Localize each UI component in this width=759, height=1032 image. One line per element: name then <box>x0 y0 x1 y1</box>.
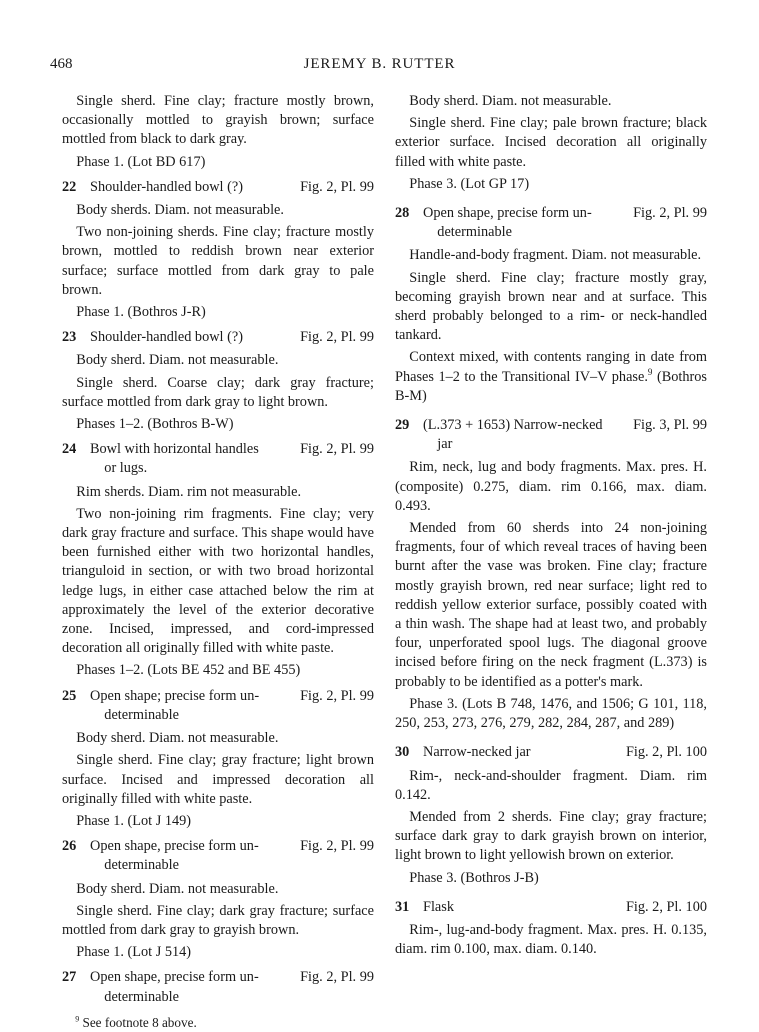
entry-title: Shoulder-handled bowl (?) <box>90 178 243 195</box>
entry-title-line: Open shape; precise form un- <box>90 687 260 704</box>
figure-reference: Fig. 3, Pl. 99 <box>633 417 707 434</box>
entry-description: Single sherd. Fine clay; dark gray fracture; surface mottled from dark gray to grayish brown. <box>62 902 374 938</box>
entry-number: 28 <box>395 205 410 222</box>
entry-title <box>90 440 282 478</box>
entry-number: 27 <box>62 969 77 986</box>
context-text: Context mixed, with contents ranging in date from Phases 1–2 to the Transitional IV–V phase. <box>395 349 707 385</box>
left-column <box>62 92 374 1032</box>
entry-title-line: Open shape, precise form un- <box>423 205 592 222</box>
entry-dimensions: Rim, neck, lug and body fragments. Max. pres. H. (composite) 0.275, diam. rim 0.166, max. diam. 0.493. <box>395 459 707 514</box>
entry-description: Single sherd. Fine clay; fracture mostly brown, occasionally mottled to grayish brown; surface mottled from black to dark gray. <box>62 93 374 148</box>
entry-dimensions: Body sherds. Diam. not measurable. <box>76 202 284 219</box>
entry-title-line: Open shape, precise form un- <box>90 838 259 855</box>
figure-reference: Fig. 2, Pl. 100 <box>625 744 707 761</box>
footnote-mark: 9 <box>75 1014 80 1024</box>
entry-context: Phase 1. (Lot J 514) <box>76 944 192 961</box>
entry-number: 29 <box>395 417 410 434</box>
entry-number: 26 <box>62 838 77 855</box>
context-lot: (Bothros B-M) <box>395 368 707 404</box>
entry-title <box>423 416 615 454</box>
entry-title <box>423 204 615 242</box>
entry-22-heading <box>62 178 374 197</box>
entry-title <box>90 687 282 725</box>
right-column <box>395 92 707 962</box>
entry-context: Phase 3. (Lots B 748, 1476, and 1506; G 101, 118, 250, 253, 273, 276, 279, 282, 284, 287, and 289) <box>395 695 707 732</box>
entry-dimensions: Body sherd. Diam. not measurable. <box>76 880 279 897</box>
entry-31-heading <box>395 898 707 917</box>
entry-title-line: (L.373 + 1653) Narrow-necked <box>423 417 603 434</box>
entry-title-line: determinable <box>104 857 179 874</box>
entry-dimensions: Body sherd. Diam. not measurable. <box>76 730 279 747</box>
entry-context: Phase 3. (Lot GP 17) <box>409 175 530 192</box>
entry-description: Single sherd. Fine clay; fracture mostly gray, becoming grayish brown near and at surface. This sherd probably belonged to a rim- or neck-handled tankard. <box>395 269 707 344</box>
figure-reference: Fig. 2, Pl. 99 <box>300 178 374 195</box>
entry-title-line: Bowl with horizontal handles <box>90 441 259 458</box>
entry-number: 25 <box>62 687 77 704</box>
entry-context: Phase 3. (Bothros J-B) <box>409 869 539 886</box>
figure-reference: Fig. 2, Pl. 99 <box>300 441 374 458</box>
entry-25-heading <box>62 687 374 725</box>
entry-number: 22 <box>62 178 77 195</box>
figure-reference: Fig. 2, Pl. 100 <box>625 898 707 915</box>
entry-title-line: determinable <box>104 706 179 723</box>
running-head: JEREMY B. RUTTER <box>303 56 456 72</box>
entry-dimensions: Body sherd. Diam. not measurable. <box>409 93 612 109</box>
entry-context: Phase 1. (Bothros J-R) <box>76 304 206 321</box>
entry-title-line: Open shape, precise form un- <box>90 969 259 986</box>
entry-dimensions: Handle-and-body fragment. Diam. not measurable. <box>409 247 702 264</box>
entry-23-heading <box>62 328 374 347</box>
footnote <box>62 1013 374 1032</box>
entry-title <box>90 968 282 1006</box>
entry-dimensions: Rim sherds. Diam. rim not measurable. <box>76 483 302 500</box>
entry-description: Mended from 60 sherds into 24 non-joining fragments, four of which reveal traces of having been burnt after the vase was broken. Fine clay; fracture mostly grayish brown, red near surface; light red to reddish yellow exterior surface, possibly coated with a thin wash. The shape had at least two, and probably four, unperforated spool lugs. The diagonal groove incised before firing on the neck fragment (L.373) is probably to be identified as a potter's mark. <box>395 520 707 690</box>
entry-number: 31 <box>395 898 410 915</box>
entry-dimensions: Rim-, lug-and-body fragment. Max. pres. H. 0.135, diam. rim 0.100, max. diam. 0.140. <box>395 921 707 958</box>
figure-reference: Fig. 2, Pl. 99 <box>300 838 374 855</box>
entry-24-heading <box>62 440 374 478</box>
entry-title-line: determinable <box>104 988 179 1005</box>
entry-title-line: determinable <box>437 224 512 241</box>
entry-context: Phase 1. (Lot BD 617) <box>76 153 206 170</box>
entry-context: Phases 1–2. (Lots BE 452 and BE 455) <box>76 662 301 679</box>
entry-number: 24 <box>62 441 77 458</box>
entry-description: Single sherd. Coarse clay; dark gray fracture; surface mottled from dark gray to light brown. <box>62 374 374 410</box>
entry-title <box>90 837 282 875</box>
entry-27-heading <box>62 968 374 1006</box>
entry-description: Single sherd. Fine clay; gray fracture; light brown surface. Incised and impressed decoration all originally filled with white paste. <box>62 752 374 807</box>
page-number: 468 <box>50 56 73 72</box>
entry-description: Single sherd. Fine clay; pale brown fracture; black exterior surface. Incised decoration all originally filled with white paste. <box>395 115 707 170</box>
entry-title-line: or lugs. <box>104 460 148 477</box>
entry-title: Shoulder-handled bowl (?) <box>90 329 243 346</box>
entry-context: Phase 1. (Lot J 149) <box>76 812 192 829</box>
footnote-text: See footnote 8 above. <box>82 1014 197 1030</box>
page-header <box>50 56 709 76</box>
figure-reference: Fig. 2, Pl. 99 <box>300 687 374 704</box>
entry-26-heading <box>62 837 374 875</box>
entry-28-heading <box>395 204 707 242</box>
figure-reference: Fig. 2, Pl. 99 <box>300 329 374 346</box>
entry-description: Two non-joining rim fragments. Fine clay; very dark gray fracture and surface. This shape would have been furnished either with two horizontal handles, trianguloid in section, or with two broad horizontal ledge lugs, in either case attached below the rim at approximately the level of the exterior decorative zone. Incised, impressed, and cord-impressed decoration all originally filled with white paste. <box>62 505 374 657</box>
entry-context <box>395 348 707 406</box>
entry-description: Mended from 2 sherds. Fine clay; gray fracture; surface dark gray to dark grayish brown on interior, light brown to light yellowish brown on exterior. <box>395 808 707 864</box>
entry-context: Phases 1–2. (Bothros B-W) <box>76 416 234 433</box>
entry-description: Two non-joining sherds. Fine clay; fracture mostly brown, mottled to reddish brown near exterior surface; surface mottled from dark gray to pale brown. <box>62 224 374 298</box>
figure-reference: Fig. 2, Pl. 99 <box>300 969 374 986</box>
entry-number: 23 <box>62 329 77 346</box>
entry-30-heading <box>395 743 707 762</box>
entry-number: 30 <box>395 744 410 761</box>
footnote-reference-mark: 9 <box>647 366 653 377</box>
entry-dimensions: Rim-, neck-and-shoulder fragment. Diam. rim 0.142. <box>395 767 707 803</box>
entry-title: Narrow-necked jar <box>423 744 531 761</box>
entry-dimensions: Body sherd. Diam. not measurable. <box>76 352 279 369</box>
entry-29-heading <box>395 416 707 454</box>
entry-title-line: jar <box>437 436 453 453</box>
entry-title: Flask <box>423 898 454 915</box>
figure-reference: Fig. 2, Pl. 99 <box>633 205 707 222</box>
